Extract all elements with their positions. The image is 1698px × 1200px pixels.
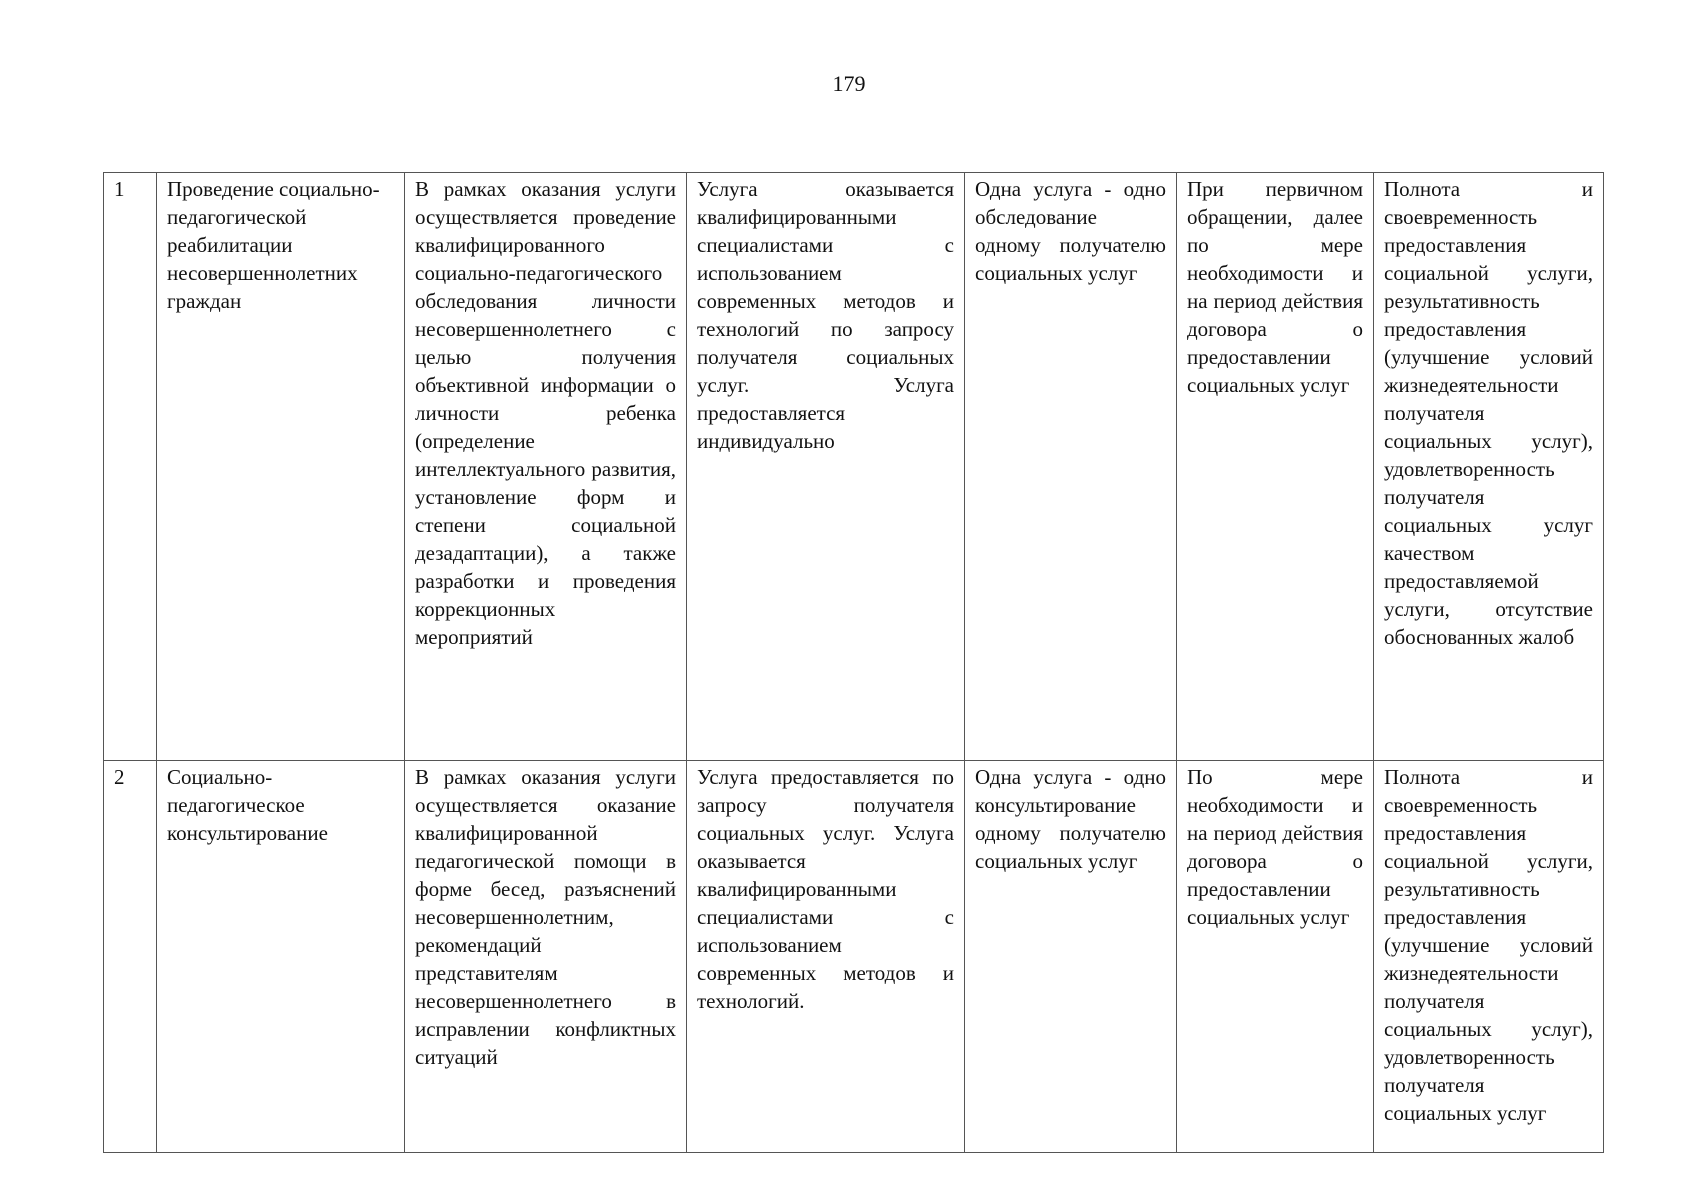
service-description-cell (405, 761, 687, 1153)
service-description-cell (405, 173, 687, 761)
service-unit-cell (965, 761, 1177, 1153)
service-conditions: Услуга предоставляется по запросу получателя социальных услуг. Услуга оказывается квалифицированными специалистами с использованием современных методов и технологий. (697, 765, 954, 1013)
page-number: 179 (832, 71, 866, 96)
service-unit: Одна услуга - одно обследование одному получателю социальных услуг (975, 177, 1166, 285)
row-number-cell (104, 761, 157, 1153)
service-timing-cell (1177, 761, 1374, 1153)
table-row (104, 761, 1604, 1153)
service-conditions-cell (687, 173, 965, 761)
service-quality: Полнота и своевременность предоставления социальной услуги, результативность предоставления (улучшение условий жизнедеятельности получателя социальных услуг), удовлетворенность получателя социальных услуг качеством предоставляемой услуги, отсутствие обоснованных жалоб (1384, 177, 1593, 649)
service-unit: Одна услуга - одно консультирование одному получателю социальных услуг (975, 765, 1166, 873)
service-quality-cell (1374, 761, 1604, 1153)
row-number: 1 (114, 177, 125, 201)
service-name: Социально-педагогическое консультирование (167, 765, 328, 845)
service-name: Проведение социально-педагогической реабилитации несовершеннолетних граждан (167, 177, 380, 313)
service-description: В рамках оказания услуги осуществляется проведение квалифицированного социально-педагогического обследования личности несовершеннолетнего с целью получения объективной информации о личности ребенка (определение интеллектуального развития, установление форм и степени социальной дезадаптации), а также разработки и проведения коррекционных мероприятий (415, 177, 676, 649)
service-timing: При первичном обращении, далее по мере необходимости и на период действия договора о предоставлении социальных услуг (1187, 177, 1363, 397)
service-quality-cell (1374, 173, 1604, 761)
service-conditions: Услуга оказывается квалифицированными специалистами с использованием современных методов и технологий по запросу получателя социальных услуг. Услуга предоставляется индивидуально (697, 177, 954, 453)
service-name-cell (157, 173, 405, 761)
service-unit-cell (965, 173, 1177, 761)
service-quality: Полнота и своевременность предоставления социальной услуги, результативность предоставления (улучшение условий жизнедеятельности получателя социальных услуг), удовлетворенность получателя социальных услуг (1384, 765, 1593, 1125)
table-row (104, 173, 1604, 761)
service-description: В рамках оказания услуги осуществляется оказание квалифицированной педагогической помощи в форме бесед, разъяснений несовершеннолетним, рекомендаций представителям несовершеннолетнего в исправлении конфликтных ситуаций (415, 765, 676, 1069)
services-table (103, 172, 1604, 1153)
service-conditions-cell (687, 761, 965, 1153)
service-name-cell (157, 761, 405, 1153)
service-timing: По мере необходимости и на период действия договора о предоставлении социальных услуг (1187, 765, 1363, 929)
service-timing-cell (1177, 173, 1374, 761)
row-number: 2 (114, 765, 125, 789)
row-number-cell (104, 173, 157, 761)
